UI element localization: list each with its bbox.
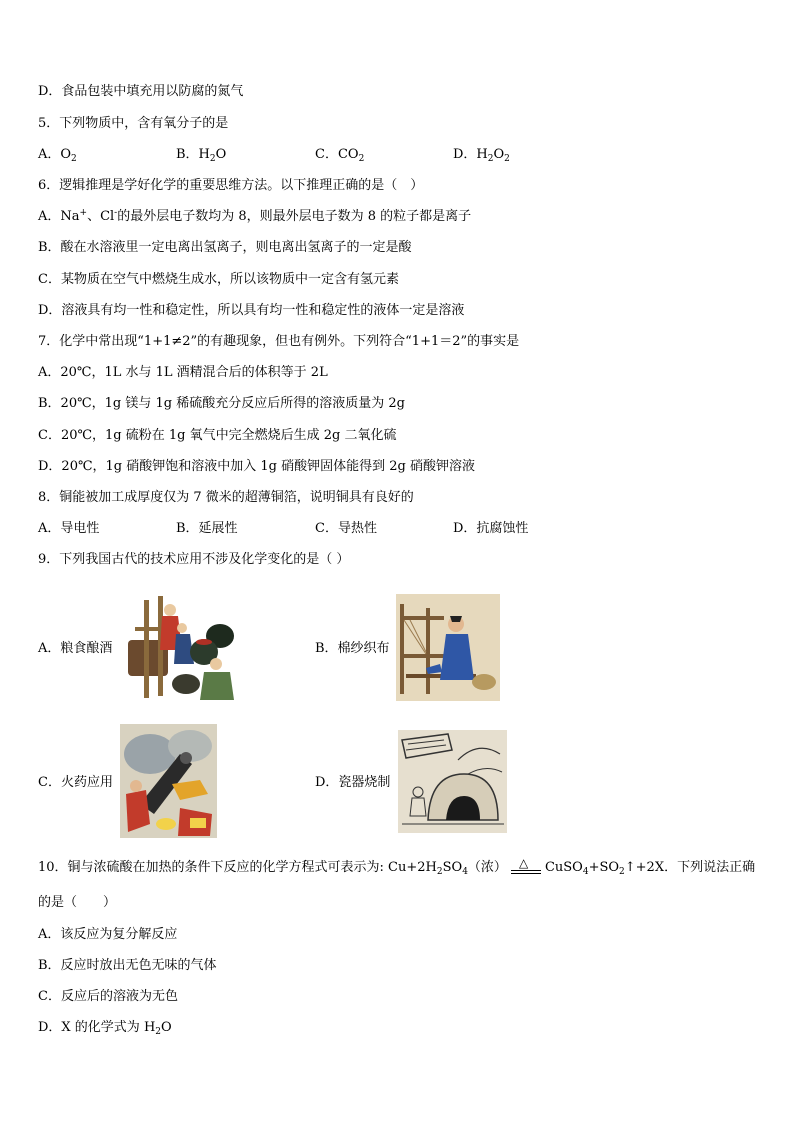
q10-option-a: A．该反应为复分解反应 xyxy=(38,927,178,942)
q9-option-d: D．瓷器烧制 xyxy=(315,775,391,790)
q9-option-b: B．棉纱织布 xyxy=(315,641,390,656)
brewing-illustration xyxy=(120,592,240,706)
gunpowder-illustration xyxy=(120,724,217,838)
heating-condition-sign: △ xyxy=(511,857,541,875)
q7-option-d: D．20℃，1g 硝酸钾饱和溶液中加入 1g 硝酸钾固体能得到 2g 硝酸钾溶液 xyxy=(38,459,475,474)
q10-option-b: B．反应时放出无色无味的气体 xyxy=(38,958,217,973)
q7-option-a: A．20℃，1L 水与 1L 酒精混合后的体积等于 2L xyxy=(38,365,328,380)
q8-option-b: B．延展性 xyxy=(176,521,238,536)
q10-option-c: C．反应后的溶液为无色 xyxy=(38,989,178,1004)
q6-option-b: B．酸在水溶液里一定电离出氢离子，则电离出氢离子的一定是酸 xyxy=(38,240,412,255)
weaving-illustration xyxy=(396,594,500,701)
q8-option-d: D．抗腐蚀性 xyxy=(453,521,529,536)
q10-stem: 10．铜与浓硫酸在加热的条件下反应的化学方程式可表示为: $Cu+2H_2SO_4$（浓） △ $CuSO_4+SO_2↑+2X$．下列说法正确 xyxy=(38,856,756,877)
q5-option-b: B．$H_2O$ xyxy=(176,147,227,164)
q6-option-c: C．某物质在空气中燃烧生成水，所以该物质中一定含有氢元素 xyxy=(38,272,399,287)
q7-stem: 7．化学中常出现“1+1≠2”的有趣现象，但也有例外。下列符合“1+1＝2”的事实是 xyxy=(38,334,520,349)
q8-option-c: C．导热性 xyxy=(315,521,377,536)
q10-stem-line2: 的是（ ） xyxy=(38,895,117,910)
q6-option-a: A．Na+、Cl-的最外层电子数均为 8，则最外层电子数为 8 的粒子都是离子 xyxy=(38,208,472,224)
q6-stem: 6．逻辑推理是学好化学的重要思维方法。以下推理正确的是（ ） xyxy=(38,178,424,193)
q5-option-c: C．$CO_2$ xyxy=(315,147,365,164)
porcelain-kiln-illustration xyxy=(398,730,507,833)
q5-option-d: D．$H_2O_2$ xyxy=(453,147,510,164)
q8-option-a: A．导电性 xyxy=(38,521,100,536)
q5-stem: 5．下列物质中，含有氧分子的是 xyxy=(38,116,229,131)
q8-stem: 8．铜能被加工成厚度仅为 7 微米的超薄铜箔，说明铜具有良好的 xyxy=(38,490,414,505)
q6-option-d: D．溶液具有均一性和稳定性，所以具有均一性和稳定性的液体一定是溶液 xyxy=(38,303,465,318)
q4-option-d: D．食品包装中填充用以防腐的氮气 xyxy=(38,84,244,99)
q5-option-a: A．$O_2$ xyxy=(38,147,77,164)
q10-option-d: D．X 的化学式为 $H_2O$ xyxy=(38,1020,172,1037)
q9-option-c: C．火药应用 xyxy=(38,775,113,790)
q7-option-b: B．20℃，1g 镁与 1g 稀硫酸充分反应后所得的溶液质量为 2g xyxy=(38,396,405,411)
q9-option-a: A．粮食酿酒 xyxy=(38,641,113,656)
q7-option-c: C．20℃，1g 硫粉在 1g 氧气中完全燃烧后生成 2g 二氧化硫 xyxy=(38,428,397,443)
q9-stem: 9．下列我国古代的技术应用不涉及化学变化的是（ ） xyxy=(38,552,350,567)
